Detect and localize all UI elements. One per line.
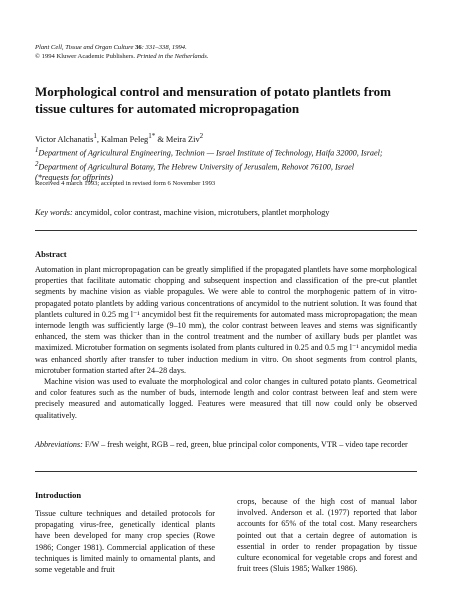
offprint-note: (*requests for offprints) xyxy=(35,173,113,183)
keywords-label: Key words: xyxy=(35,208,73,217)
author-name: Victor Alchanatis xyxy=(35,134,94,144)
journal-volume: 36 xyxy=(135,44,142,51)
affiliations xyxy=(35,145,417,172)
author-name: , Kalman Peleg xyxy=(96,134,149,144)
abstract-paragraph: Machine vision was used to evaluate the morphological and color changes in cultured potato plants. Geometrical and color features such as the number of buds, internode length and color contrast between leaf and stem were precisely measured and automatically logged. Features were measured that till now could only be observed qualitatively. xyxy=(35,377,417,420)
divider xyxy=(35,230,417,231)
copyright: © 1994 Kluwer Academic Publishers. xyxy=(35,53,136,60)
abstract-heading: Abstract xyxy=(35,249,67,259)
article-title: Morphological control and mensuration of potato plantlets from tissue cultures for automated micropropagation xyxy=(35,84,391,116)
journal-citation xyxy=(35,43,209,52)
affiliation: Department of Agricultural Engineering, Technion — Israel Institute of Technology, Haifa 32000, Israel; xyxy=(38,148,383,158)
body-column-right xyxy=(237,496,417,574)
body-paragraph: Tissue culture techniques and detailed protocols for propagating virus-free, genetically identical plants have been developed for many crop species (Rowe 1986; Conger 1981). Commercial application of these techniques is limited mainly to ornamental plants, and some vegetable and fruit xyxy=(35,509,215,575)
author-list xyxy=(35,131,417,145)
body-paragraph: crops, because of the high cost of manual labor involved. Anderson et al. (1977) reported that labor accounts for 65% of the total cost. Many researchers pointed out that a certain degree of automation is essential in order to render propagation by tissue culture economical for vegetable crops and forest and fruit trees (Sluis 1985; Walker 1986). xyxy=(237,497,417,574)
author-affil-marker: 1* xyxy=(148,132,156,140)
journal-pages: : 331–338, 1994. xyxy=(141,44,187,51)
abstract-text xyxy=(35,264,417,421)
keywords xyxy=(35,208,329,217)
author-name: & Meira Ziv xyxy=(155,134,200,144)
printed-location: Printed in the Netherlands. xyxy=(136,53,209,60)
abbreviations xyxy=(35,439,417,450)
abbreviations-label: Abbreviations: xyxy=(35,440,83,449)
abstract-paragraph: Automation in plant micropropagation can be greatly simplified if the propagated plantlets have some morphological properties that facilitate automatic chopping and subsequent inspection and classification of the pre-cut plantlet segments by machine vision as viable propagules. We were able to control the morphogenic pattern of in vitro-propagated potato plantlets by adding various concentrations of ancymidol to the nutrient solution. It was found that plantlets cultured in 0.25 mg l⁻¹ ancymidol best fit the requirements for automated mass micropropagation; the mean internode length was sufficiently large (9–10 mm), the color contrast between leaves and stems was significantly enhanced, the stem was thicker than in the control treatment and the number of axillary buds per plantlet was maximized. Microtuber formation on segments isolated from plants cultured in 0.25 and 0.5 mg l⁻¹ ancymidol media was enhanced shortly after transfer to tuber induction medium in vitro. On shoot segments from control plants, microtuber formation started after 24–28 days. xyxy=(35,265,417,375)
affil-marker: 2 xyxy=(35,160,39,168)
body-column-left xyxy=(35,508,215,575)
author-block xyxy=(35,131,417,183)
journal-header xyxy=(35,43,209,61)
divider xyxy=(35,471,417,472)
author-affil-marker: 1 xyxy=(93,132,97,140)
copyright-line xyxy=(35,52,209,61)
received-dates: Received 4 march 1993; accepted in revised form 6 November 1993 xyxy=(35,180,216,187)
author-affil-marker: 2 xyxy=(199,132,204,140)
abbreviations-text: F/W – fresh weight, RGB – red, green, blue principal color components, VTR – video tape recorder xyxy=(82,440,408,449)
affiliation: Department of Agricultural Botany, The Hebrew University of Jerusalem, Rehovot 76100, Israel xyxy=(38,162,355,172)
introduction-heading: Introduction xyxy=(35,490,82,500)
affil-marker: 1 xyxy=(35,146,39,154)
keywords-list: ancymidol, color contrast, machine vision, microtubers, plantlet morphology xyxy=(72,208,330,217)
journal-name: Plant Cell, Tissue and Organ Culture xyxy=(35,44,134,51)
